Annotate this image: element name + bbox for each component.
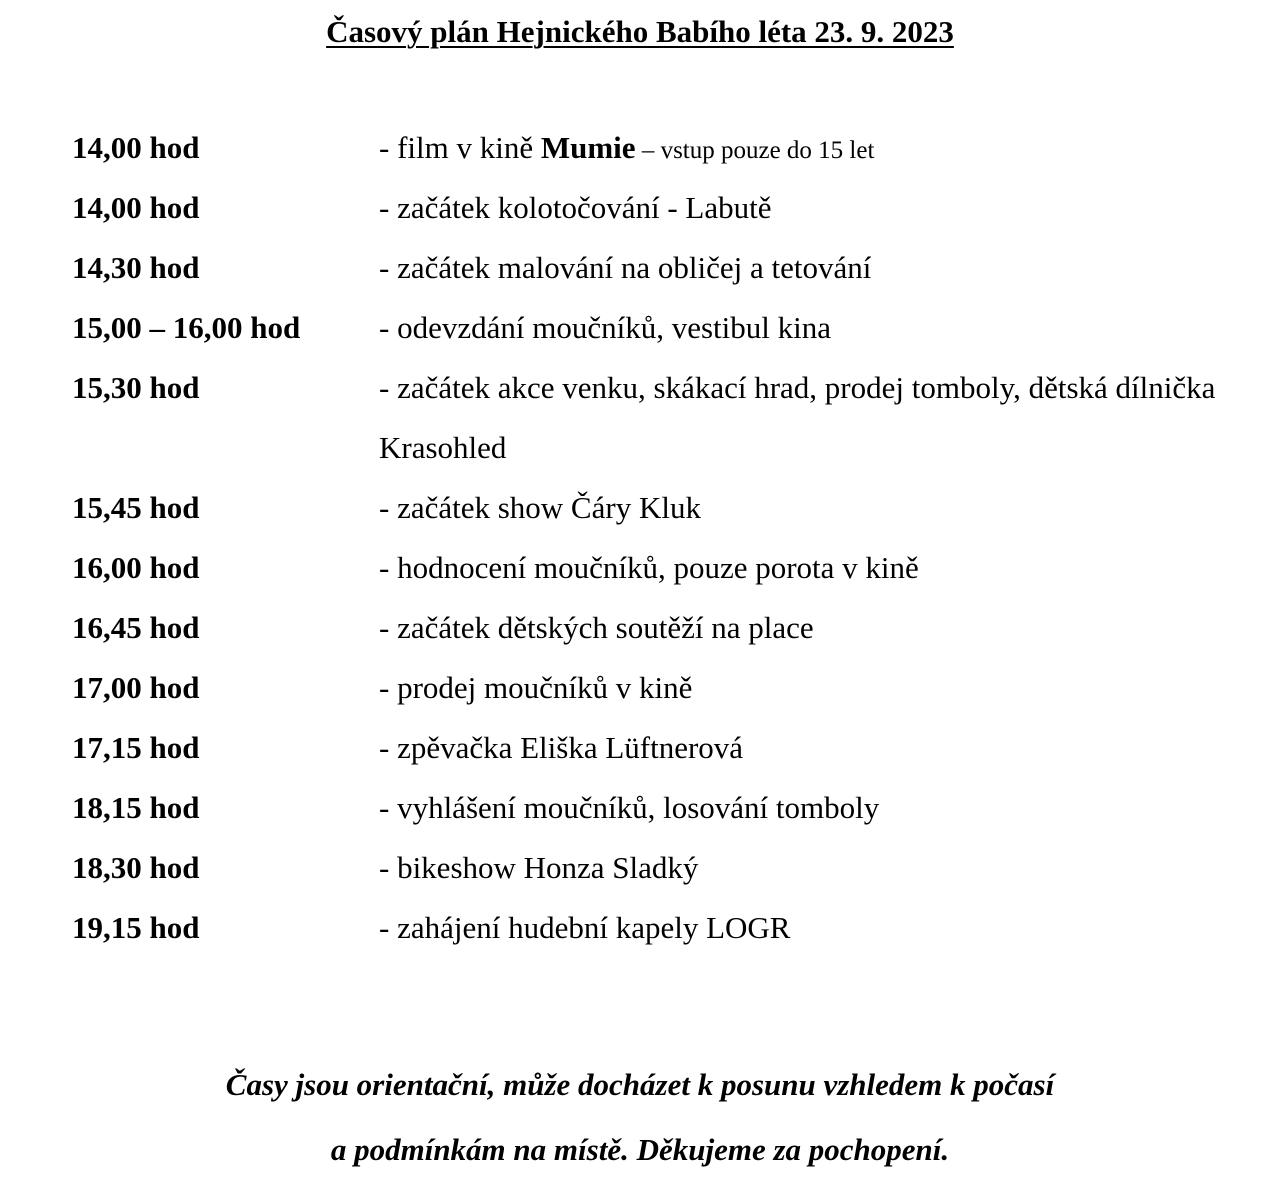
schedule-row <box>0 478 1280 538</box>
schedule-row <box>0 538 1280 598</box>
description-prefix: - film v kině <box>379 130 541 165</box>
schedule-time: 16,45 hod <box>72 610 200 645</box>
schedule-description: - začátek malování na obličej a tetování <box>379 250 872 285</box>
schedule-description: - začátek dětských soutěží na place <box>379 610 814 645</box>
schedule-time: 14,00 hod <box>72 130 200 165</box>
schedule-description: - odevzdání moučníků, vestibul kina <box>379 310 831 345</box>
schedule-row <box>0 778 1280 838</box>
schedule-time: 18,15 hod <box>72 790 200 825</box>
schedule-time: 14,30 hod <box>72 250 200 285</box>
schedule-list <box>0 118 1280 958</box>
schedule-time: 16,00 hod <box>72 550 200 585</box>
description-suffix: – vstup pouze do 15 let <box>635 137 875 164</box>
schedule-description: - hodnocení moučníků, pouze porota v kině <box>379 550 919 585</box>
schedule-row <box>0 658 1280 718</box>
schedule-row <box>0 598 1280 658</box>
closing-note <box>0 1052 1280 1182</box>
schedule-time: 17,15 hod <box>72 730 200 765</box>
schedule-row <box>0 178 1280 238</box>
schedule-time: 15,30 hod <box>72 370 200 405</box>
schedule-description: - začátek akce venku, skákací hrad, prodej tomboly, dětská dílnička Krasohled <box>379 370 1216 465</box>
schedule-row <box>0 298 1280 358</box>
schedule-description: - začátek kolotočování - Labutě <box>379 190 772 225</box>
note-line-2: a podmínkám na místě. Děkujeme za pochopení. <box>330 1132 950 1167</box>
schedule-description <box>379 118 1229 181</box>
page-title: Časový plán Hejnického Babího léta 23. 9. 2023 <box>326 14 954 49</box>
film-title: Mumie <box>540 130 636 165</box>
schedule-description: - vyhlášení moučníků, losování tomboly <box>379 790 880 825</box>
schedule-row <box>0 898 1280 958</box>
schedule-row <box>0 238 1280 298</box>
schedule-row <box>0 358 1280 478</box>
note-line-1: Časy jsou orientační, může docházet k posunu vzhledem k počasí <box>225 1067 1055 1102</box>
schedule-description: - bikeshow Honza Sladký <box>379 850 699 885</box>
schedule-time: 15,00 – 16,00 hod <box>72 310 301 345</box>
schedule-row <box>0 718 1280 778</box>
schedule-row <box>0 118 1280 178</box>
schedule-description: - začátek show Čáry Kluk <box>379 490 701 525</box>
schedule-time: 17,00 hod <box>72 670 200 705</box>
schedule-time: 18,30 hod <box>72 850 200 885</box>
schedule-description: - zahájení hudební kapely LOGR <box>379 910 791 945</box>
schedule-description: - prodej moučníků v kině <box>379 670 693 705</box>
schedule-description: - zpěvačka Eliška Lüftnerová <box>379 730 744 765</box>
schedule-time: 14,00 hod <box>72 190 200 225</box>
schedule-time: 19,15 hod <box>72 910 200 945</box>
schedule-time: 15,45 hod <box>72 490 200 525</box>
schedule-row <box>0 838 1280 898</box>
